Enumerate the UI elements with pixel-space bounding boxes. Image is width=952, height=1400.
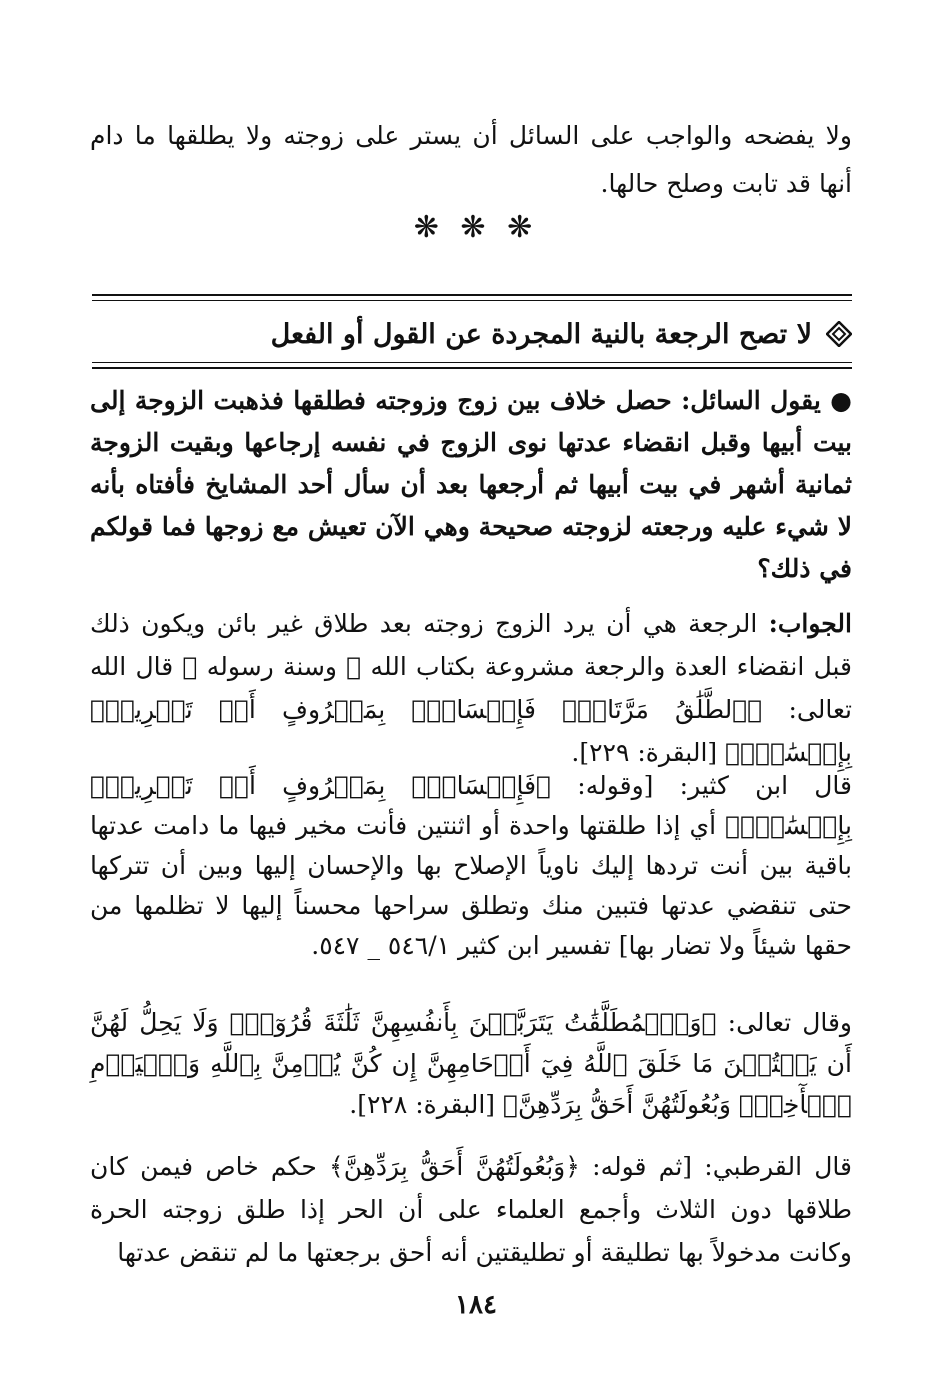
heading-rule-top-2 bbox=[92, 300, 852, 301]
heading-rule-bottom-2 bbox=[92, 367, 852, 369]
ibn-kathir-paragraph: قال ابن كثير: [وقوله: ﴿فَإِمۡسَاكُۢ بِمَعۡرُوفٍ أَوۡ تَسۡرِيحُۢ بِإِحۡسَٰنٖۗ﴾ أي إذا طلقتها واحدة أو اثنتين فأنت مخير فيها ما دامت عدتها باقية بين أنت تردها إليك ناوياً الإصلاح بها والإحسان إليها وبين أن تتركها حتى تنقضي عدتها فتبين منك وتطلق سراحها محسناً إليها لا تظلمها من حقها شيئاً ولا تضار بها] تفسير ابن كثير ٥٤٦/١ _ ٥٤٧. bbox=[90, 771, 852, 960]
heading-rule-bottom-1 bbox=[92, 362, 852, 363]
section-heading-text: لا تصح الرجعة بالنية المجردة عن القول أو الفعل bbox=[270, 318, 812, 350]
diamond-bullet-icon bbox=[826, 321, 852, 347]
qurtubi-paragraph: قال القرطبي: [ثم قوله: ﴿وَبُعُولَتُهُنَّ أَحَقُّ بِرَدِّهِنَّ﴾ حكم خاص فيمن كان طلاقها دون الثلاث وأجمع العلماء على أن الحر إذا طلق زوجته الحرة وكانت مدخولاً بها تطليقة أو تطليقتين أنه أحق برجعتها ما لم تنقض عدتها bbox=[90, 1152, 852, 1267]
answer-text: الرجعة هي أن يرد الزوج زوجته بعد طلاق غير بائن ويكون ذلك قبل انقضاء العدة والرجعة مشروعة بكتاب الله ﷻ وسنة رسوله ﷺ قال الله تعالى: ﴿ٱلطَّلَٰقُ مَرَّتَانِۖ فَإِمۡسَاكُۢ بِمَعۡرُوفٍ أَوۡ تَسۡرِيحُۢ بِإِحۡسَٰنٖۗ﴾ [البقرة: ٢٢٩]. bbox=[90, 609, 852, 767]
section-heading bbox=[92, 310, 852, 358]
section-separator: ❋ ❋ ❋ bbox=[413, 210, 539, 245]
heading-rule-top-1 bbox=[92, 294, 852, 296]
answer-label: الجواب: bbox=[768, 609, 852, 638]
paragraph-top: ولا يفضحه والواجب على السائل أن يستر على زوجته ولا يطلقها ما دام أنها قد تابت وصلح حالها. bbox=[90, 121, 852, 198]
verse-228-paragraph: وقال تعالى: ﴿وَٱلۡمُطَلَّقَٰتُ يَتَرَبَّصۡنَ بِأَنفُسِهِنَّ ثَلَٰثَةَ قُرُوٓءٖۚ وَلَا يَحِلُّ لَهُنَّ أَن يَكۡتُمۡنَ مَا خَلَقَ ٱللَّهُ فِيٓ أَرۡحَامِهِنَّ إِن كُنَّ يُؤۡمِنَّ بِٱللَّهِ وَٱلۡيَوۡمِ ٱلۡأٓخِرِۚ وَبُعُولَتُهُنَّ أَحَقُّ بِرَدِّهِنَّ﴾ [البقرة: ٢٢٨]. bbox=[90, 1008, 852, 1119]
question-paragraph: ● يقول السائل: حصل خلاف بين زوج وزوجته فطلقها فذهبت الزوجة إلى بيت أبيها وقبل انقضاء عدتها نوى الزوج في نفسه إرجاعها وبقيت الزوجة ثمانية أشهر في بيت أبيها ثم أرجعها بعد أن سأل أحد المشايخ فأفتاه بأنه لا شيء عليه ورجعته لزوجته صحيحة وهي الآن تعيش مع زوجها فما قولكم في ذلك؟ bbox=[90, 386, 852, 583]
answer-paragraph bbox=[90, 602, 852, 774]
page-number: ١٨٤ bbox=[455, 1290, 497, 1320]
